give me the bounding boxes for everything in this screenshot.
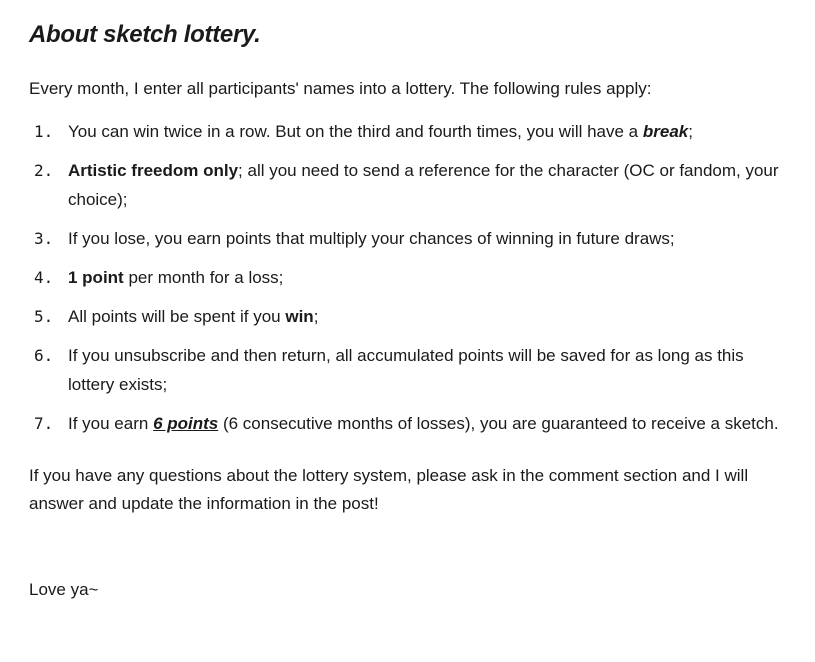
list-number: 4. (34, 268, 54, 287)
signoff-text: Love ya~ (29, 580, 99, 599)
rules-list (29, 117, 787, 438)
bold-text: Artistic freedom only (68, 161, 239, 180)
post-title: About sketch lottery. (29, 21, 261, 48)
list-item: 3. If you lose, you earn points that multiply your chances of winning in future draws; (29, 224, 787, 253)
emphasis-text: break (642, 122, 689, 141)
list-item: 5. All points will be spent if you win; (29, 302, 787, 331)
intro-paragraph: Every month, I enter all participants' names into a lottery. The following rules apply: (29, 79, 652, 98)
list-number: 5. (34, 307, 54, 326)
list-item: 6. If you unsubscribe and then return, all accumulated points will be saved for as long as this lottery exists; (29, 341, 787, 399)
six-points-link[interactable]: 6 points (153, 414, 219, 433)
list-number: 2. (34, 161, 54, 180)
list-number: 7. (34, 414, 54, 433)
list-item: 1. You can win twice in a row. But on the third and fourth times, you will have a break; (29, 117, 787, 146)
outro-paragraph: If you have any questions about the lottery system, please ask in the comment section and I will answer and update the information in the post! (29, 466, 749, 513)
bold-text: 1 point (68, 268, 124, 287)
list-item: 7. If you earn 6 points (6 consecutive months of losses), you are guaranteed to receive a sketch. (29, 409, 787, 438)
list-item: 4. 1 point per month for a loss; (29, 263, 787, 292)
bold-text: win (285, 307, 314, 326)
list-number: 1. (34, 122, 54, 141)
list-number: 6. (34, 346, 54, 365)
list-number: 3. (34, 229, 54, 248)
list-item: 2. Artistic freedom only; all you need to send a reference for the character (OC or fandom, your choice); (29, 156, 787, 214)
